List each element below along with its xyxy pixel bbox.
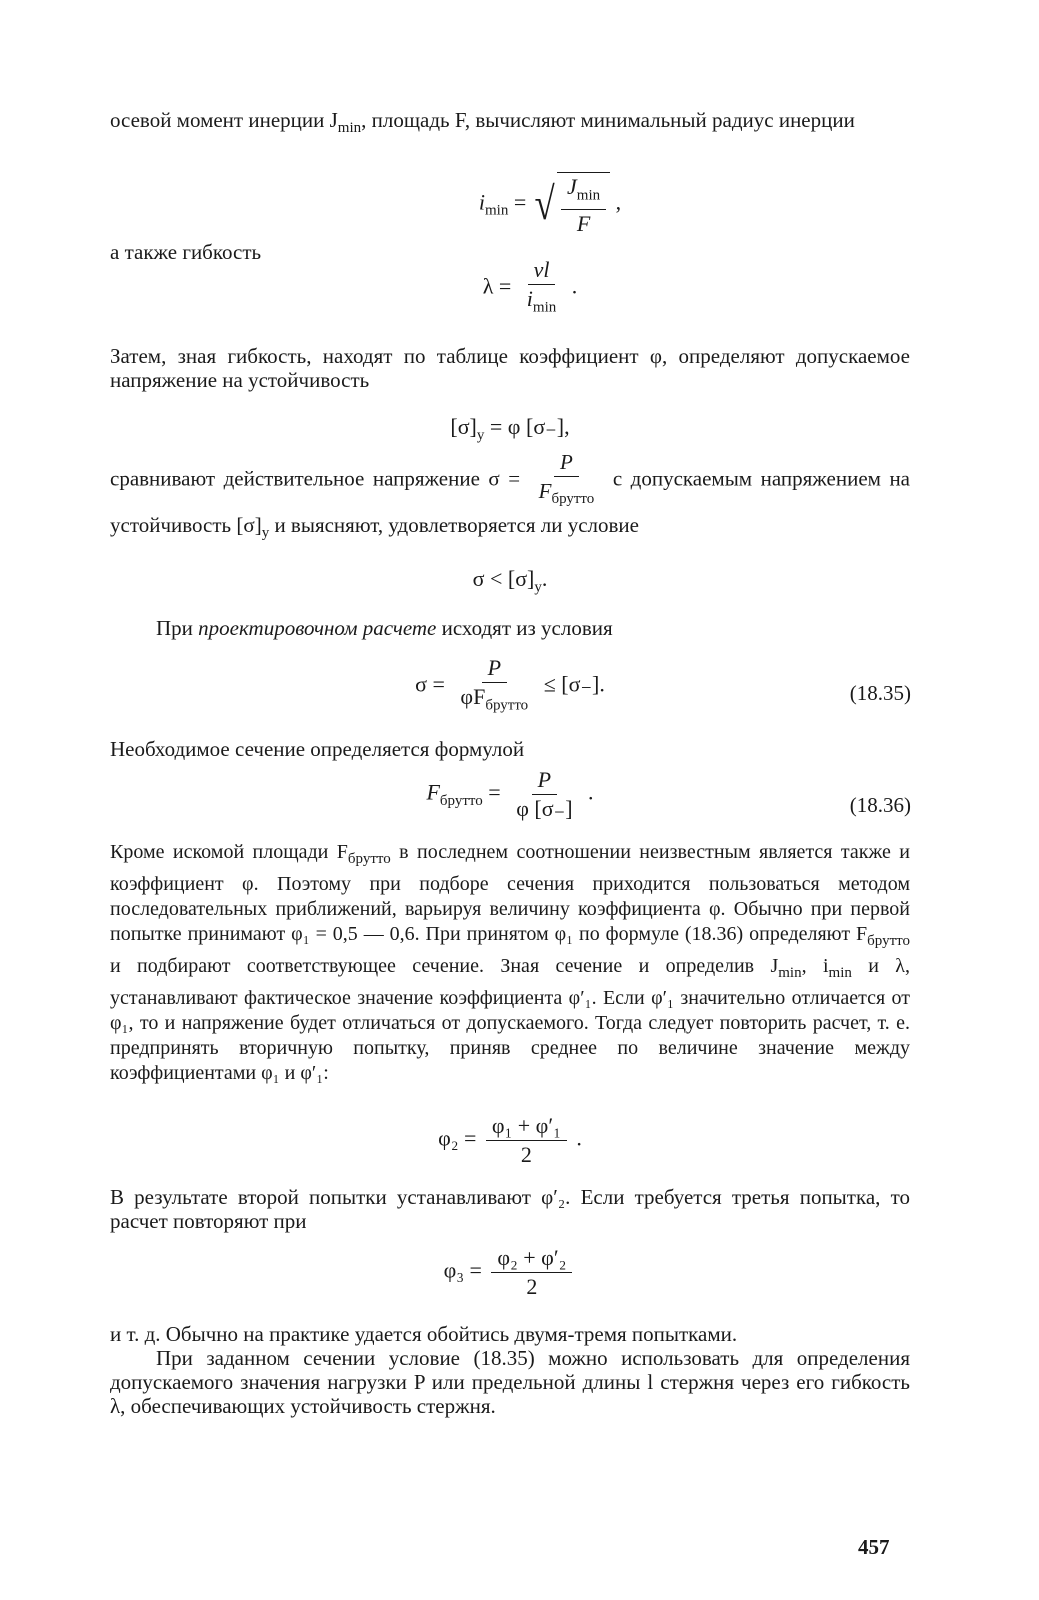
page-number: 457	[858, 1535, 890, 1559]
subscript: min	[828, 965, 852, 981]
paragraph-intro	[110, 108, 910, 140]
subscript: у	[534, 579, 542, 596]
denominator: 2	[526, 1274, 538, 1299]
symbol: σ < [σ]	[472, 566, 535, 591]
numerator: P	[537, 767, 552, 792]
text: и т. д. Обычно на практике удается обойтись двумя-тремя попытками.	[110, 1322, 738, 1346]
equation-number-18-36: (18.36)	[849, 793, 911, 817]
text: осевой момент инерции J	[110, 108, 338, 132]
denominator: φ [σ₋]	[516, 796, 573, 821]
inline-fraction	[533, 450, 601, 511]
numerator: φ₂ + φ′₂	[491, 1246, 572, 1273]
symbol: F	[426, 779, 440, 805]
formula-phi3	[110, 1246, 910, 1299]
symbol: φ₃ =	[443, 1257, 482, 1283]
paragraph-required-section	[110, 737, 910, 761]
text: а также гибкость	[110, 240, 262, 264]
paragraph-design-calc	[110, 616, 910, 640]
formula-18-36: $F_{брутто}$ = $\frac{P}{\varphi [\sigma_-]}$ .	[426, 767, 594, 821]
subscript: брутто	[867, 933, 910, 949]
sqrt-symbol: √ $\frac{J_{min}}{F}$	[532, 172, 610, 236]
denominator: F	[576, 211, 591, 237]
denominator: φF	[460, 684, 486, 709]
text: В результате второй попытки устанавливают φ′₂. Если требуется третья попытка, то расчет повторяют при	[110, 1185, 910, 1233]
paragraph-compare	[110, 450, 910, 547]
denominator: F	[538, 479, 552, 503]
symbol: φ₂ =	[438, 1125, 477, 1151]
equation-number-18-35: (18.35)	[849, 681, 911, 705]
subscript: min	[532, 299, 557, 316]
formula-phi2: φ₂ = $\frac{\text{φ₁ + φ′₁}}{2}$ .	[438, 1113, 582, 1167]
paragraph-practice	[110, 1322, 910, 1346]
text: в последнем соотношении неизвестным является также и коэффициент φ. Поэтому при подборе сечения приходится пользоваться методом последовательных приближений, варьируя величину коэффициента φ. Обычно при первой попытке принимают φ₁ = 0,5 — 0,6. При принятом φ₁ по формуле (18.36) определяют F	[110, 841, 911, 945]
numerator: νl	[533, 257, 550, 282]
subscript: у	[261, 525, 270, 542]
text: и выясняют, удовлетворяется ли условие	[269, 513, 639, 538]
formula-radius-of-gyration: $i_{min}$ = √ $\frac{J_{min}}{F}$ ,	[478, 174, 622, 237]
text: и λ, устанавливают фактическое значение коэффициента φ′₁. Если φ′₁ значительно отличается от φ₁, то и напряжение будет отличаться от допускаемого. Тогда следует повторить расчет, т. е. предпринять вторичную попытку, приняв среднее по величине значение между коэффициентами φ₁ и φ′₁:	[110, 955, 910, 1084]
formula-flexibility: λ = $\frac{\nu l}{i_{min}}$ .	[482, 257, 578, 316]
formula-stability-stress	[110, 414, 910, 448]
text: исходят из условия	[436, 616, 613, 640]
text: и подбирают соответствующее сечение. Зная сечение и определив J	[110, 955, 779, 977]
formula-18-35	[110, 656, 910, 717]
text: = φ [σ₋],	[484, 414, 570, 439]
symbol: σ =	[415, 671, 445, 697]
text: , i	[801, 955, 829, 977]
subscript: min	[778, 965, 802, 981]
formula-condition: $\sigma < [\sigma]_у$.	[472, 566, 548, 596]
italic-text: проектировочном расчете	[198, 616, 437, 640]
numerator: φ₁ + φ′₁	[486, 1114, 567, 1141]
text: сравнивают действительное напряжение σ =	[110, 466, 521, 491]
text: Кроме искомой площади F	[110, 841, 348, 863]
numerator: P	[560, 450, 573, 474]
text: Затем, зная гибкость, находят по таблице коэффициент φ, определяют допускаемое напряжение на устойчивость	[110, 344, 910, 392]
paragraph-given-section	[110, 1346, 910, 1418]
text: При заданном сечении условие (18.35) можно использовать для определения допускаемого значения нагрузки P или предельной длины l стержня через его гибкость λ, обеспечивающих устойчивость стержня.	[110, 1346, 910, 1418]
paragraph-approximation	[110, 840, 910, 1086]
subscript: min	[337, 120, 362, 137]
text: , площадь F, вычисляют минимальный радиус инерции	[361, 108, 855, 132]
text: с допускаемым напряжением на устойчивость [σ]	[110, 466, 911, 538]
numerator: P	[487, 655, 502, 680]
numerator: J	[567, 174, 577, 199]
paragraph-allowable-stress	[110, 344, 910, 392]
subscript: у	[476, 427, 485, 444]
subscript: брутто	[439, 792, 483, 809]
paragraph-second-attempt	[110, 1185, 910, 1233]
text: Необходимое сечение определяется формулой	[110, 737, 525, 761]
subscript: min	[576, 187, 601, 204]
subscript: min	[485, 202, 509, 219]
denominator: i	[526, 286, 533, 311]
subscript: брутто	[551, 491, 595, 508]
subscript: брутто	[347, 851, 391, 867]
text: При	[156, 616, 199, 640]
symbol: i	[478, 189, 485, 215]
text: ≤ [σ₋].	[543, 671, 605, 697]
symbol: [σ]	[450, 414, 477, 439]
denominator: 2	[520, 1142, 532, 1167]
symbol: λ =	[482, 273, 512, 299]
subscript: брутто	[485, 697, 529, 714]
